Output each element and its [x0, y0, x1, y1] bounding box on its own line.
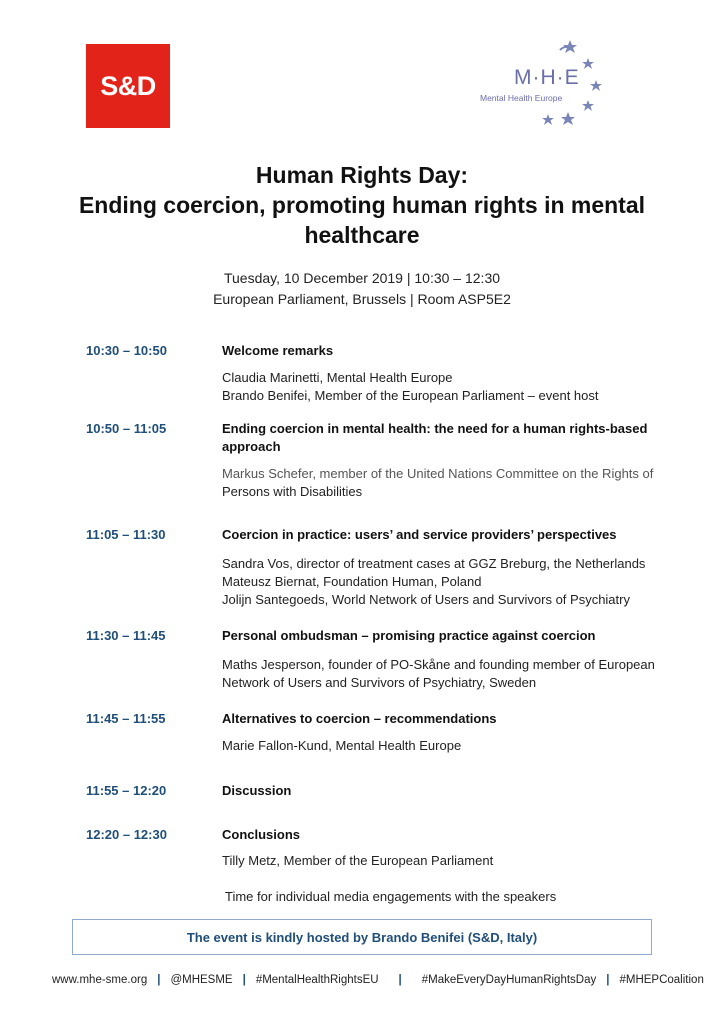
speaker-line: Marie Fallon-Kund, Mental Health Europe — [222, 738, 462, 753]
agenda-title: Discussion — [222, 783, 292, 798]
speaker-line: Maths Jesperson, founder of PO-Skåne and founding member of European — [222, 657, 655, 672]
speaker-line: Brando Benifei, Member of the European Parliament – event host — [222, 388, 599, 403]
agenda-title: Welcome remarks — [222, 343, 334, 358]
agenda-time: 12:20 – 12:30 — [86, 827, 167, 842]
agenda-title-line: approach — [222, 439, 281, 454]
speaker-line: Jolijn Santegoeds, World Network of Users and Survivors of Psychiatry — [222, 592, 630, 607]
agenda-time: 11:55 – 12:20 — [86, 783, 167, 798]
mhe-logo — [472, 36, 612, 128]
host-note: The event is kindly hosted by Brando Benifei (S&D, Italy) — [186, 929, 538, 945]
agenda-time: 10:50 – 11:05 — [86, 421, 167, 436]
footer-separator: | — [157, 974, 161, 986]
title-line-2: Ending coercion, promoting human rights in mental — [78, 192, 646, 218]
footer-separator: | — [606, 974, 610, 986]
agenda-title: Conclusions — [222, 827, 301, 842]
event-venue: European Parliament, Brussels | Room ASP5E2 — [213, 291, 511, 307]
page-title — [40, 160, 684, 250]
agenda-title: Alternatives to coercion – recommendations — [222, 711, 497, 726]
speaker-line: Persons with Disabilities — [222, 484, 363, 499]
footer-hashtag[interactable]: #MentalHealthRightsEU — [255, 974, 379, 986]
footer-website-link[interactable]: www.mhe-sme.org — [52, 974, 148, 986]
agenda-time: 11:45 – 11:55 — [86, 711, 166, 726]
title-line-3: healthcare — [304, 222, 420, 248]
agenda-speakers — [222, 852, 682, 870]
speaker-line: Tilly Metz, Member of the European Parliament — [222, 853, 494, 868]
mhe-logo-text: M·H·E — [514, 66, 580, 89]
footer-hashtag[interactable]: #MakeEveryDayHumanRightsDay — [421, 974, 597, 986]
speaker-line: Sandra Vos, director of treatment cases at GGZ Breburg, the Netherlands — [222, 556, 646, 571]
footer — [52, 974, 704, 986]
agenda-speakers — [222, 555, 682, 609]
agenda-title-line: Ending coercion in mental health: the need for a human rights-based — [222, 421, 648, 436]
title-line-1: Human Rights Day: — [255, 162, 469, 188]
event-date: Tuesday, 10 December 2019 | 10:30 – 12:30 — [223, 270, 501, 286]
agenda-speakers — [222, 656, 682, 692]
agenda-title — [222, 420, 662, 456]
footer-separator: | — [398, 974, 402, 986]
mhe-logo-subtitle: Mental Health Europe — [480, 93, 563, 103]
agenda-time: 10:30 – 10:50 — [86, 343, 167, 358]
speaker-line: Network of Users and Survivors of Psychiatry, Sweden — [222, 675, 537, 690]
agenda-note: Time for individual media engagements with the speakers — [225, 889, 557, 904]
footer-twitter-handle[interactable]: @MHESME — [170, 974, 233, 986]
agenda-time: 11:05 – 11:30 — [86, 527, 166, 542]
agenda-title: Coercion in practice: users’ and service providers’ perspectives — [222, 527, 617, 542]
sd-logo-text: S&D — [100, 70, 156, 101]
sd-logo — [86, 44, 170, 128]
speaker-line: Mateusz Biernat, Foundation Human, Poland — [222, 574, 482, 589]
agenda-speakers — [222, 465, 682, 501]
host-note-box — [72, 919, 652, 955]
speaker-line: Claudia Marinetti, Mental Health Europe — [222, 370, 453, 385]
agenda-time: 11:30 – 11:45 — [86, 628, 166, 643]
agenda-speakers — [222, 737, 682, 755]
footer-hashtag[interactable]: #MHEPCoalition — [619, 974, 704, 986]
event-details — [40, 268, 684, 310]
speaker-line: Markus Schefer, member of the United Nations Committee on the Rights of — [222, 466, 654, 481]
footer-separator: | — [242, 974, 246, 986]
agenda-title: Personal ombudsman – promising practice against coercion — [222, 628, 596, 643]
agenda-speakers — [222, 369, 682, 405]
